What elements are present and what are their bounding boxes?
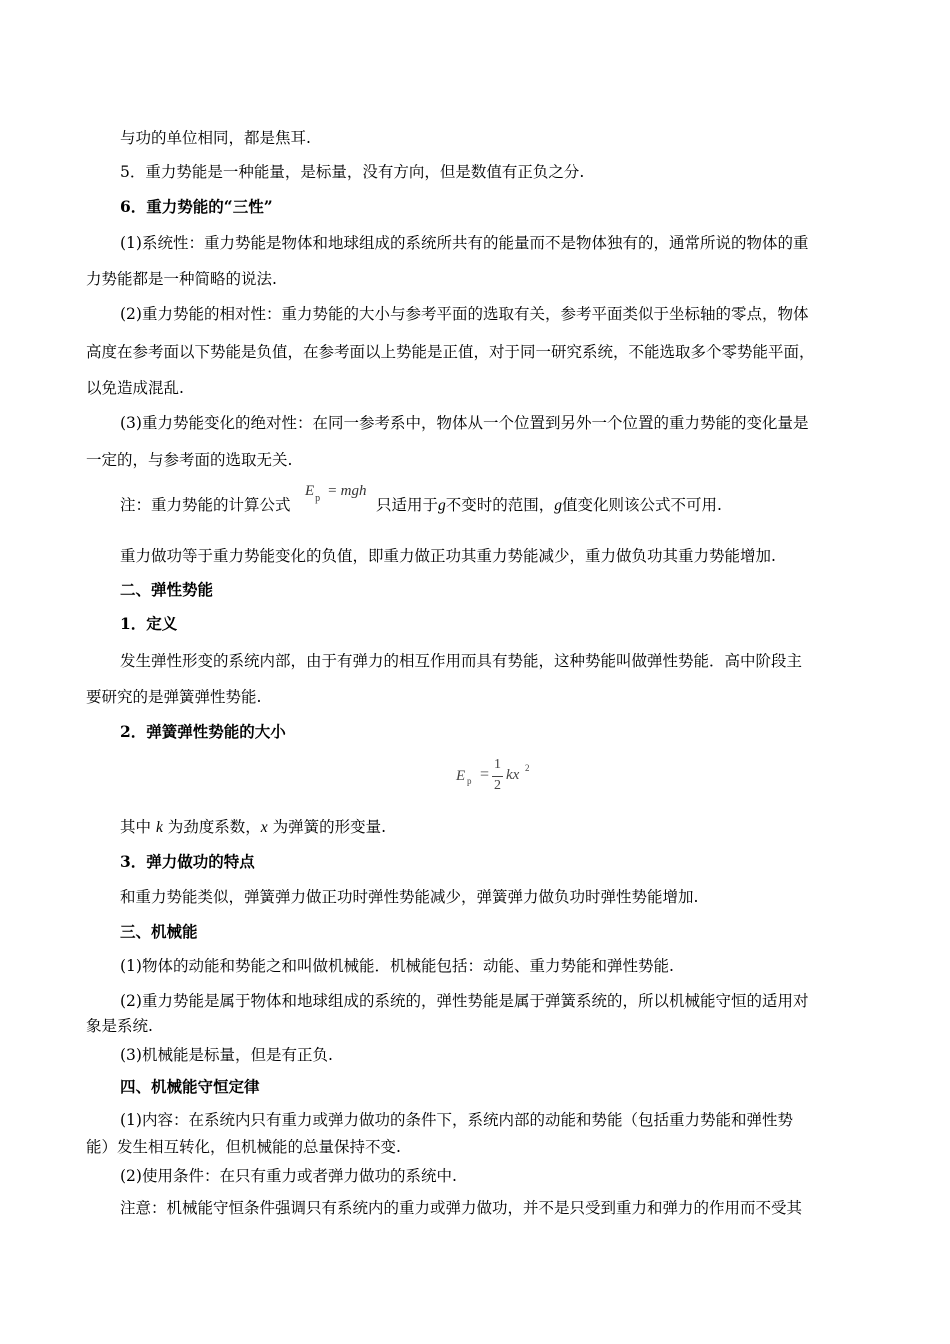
text-line: 重力做功等于重力势能变化的负值，即重力做正功其重力势能减少，重力做负功其重力势能增加. (120, 547, 776, 565)
text-line: 以免造成混乱. (86, 379, 184, 397)
text-span: 其中 (120, 818, 152, 836)
text-line: (1)物体的动能和势能之和叫做机械能．机械能包括：动能、重力势能和弹性势能. (120, 957, 674, 975)
symbol-g: g (554, 497, 563, 514)
section-heading: 二、弹性势能 (120, 580, 214, 599)
section-heading: 6．重力势能的“三性” (120, 197, 273, 216)
text-line: (1)内容：在系统内只有重力或弹力做功的条件下，系统内部的动能和势能（包括重力势能和弹性势 (120, 1111, 793, 1129)
text-line (120, 817, 386, 838)
text-line: 能）发生相互转化，但机械能的总量保持不变. (86, 1138, 401, 1156)
subsection-heading: 1．定义 (120, 614, 178, 633)
formula-equals: = (328, 483, 337, 499)
fraction-numerator: 1 (494, 757, 501, 772)
section-heading: 三、机械能 (120, 922, 198, 941)
note-line (120, 495, 291, 515)
formula-kx: kx (506, 767, 520, 783)
text-line: (2)重力势能是属于物体和地球组成的系统的，弹性势能是属于弹簧系统的，所以机械能守恒的适用对 (120, 992, 809, 1010)
text-line: (3)机械能是标量，但是有正负. (120, 1046, 333, 1064)
note-text: 值变化则该公式不可用. (562, 496, 722, 514)
text-line: 象是系统. (86, 1017, 153, 1035)
formula-mgh: mgh (340, 483, 367, 499)
formula-sub-p: p (467, 776, 472, 786)
subsection-heading: 2．弹簧弹性势能的大小 (120, 722, 286, 741)
text-line: (3)重力势能变化的绝对性：在同一参考系中，物体从一个位置到另外一个位置的重力势能的变化量是 (120, 414, 809, 432)
text-span: 为劲度系数， (167, 818, 261, 836)
text-line: 发生弹性形变的系统内部，由于有弹力的相互作用而具有势能，这种势能叫做弹性势能．高中阶段主 (120, 652, 803, 670)
fraction-denominator: 2 (494, 778, 501, 793)
formula-E: E (456, 768, 466, 784)
text-line: 高度在参考面以下势能是负值，在参考面以上势能是正值，对于同一研究系统，不能选取多个零势能平面， (86, 343, 815, 361)
symbol-g: g (438, 497, 446, 514)
text-line: 注意：机械能守恒条件强调只有系统内的重力或弹力做功，并不是只受到重力和弹力的作用而不受其 (120, 1199, 803, 1217)
inline-formula-gravity-pe (305, 483, 367, 504)
subsection-heading: 3．弹力做功的特点 (120, 852, 255, 871)
formula-sub-p: p (315, 493, 321, 504)
text-line: (1)系统性：重力势能是物体和地球组成的系统所共有的能量而不是物体独有的，通常所说的物体的重 (120, 234, 809, 252)
symbol-x: x (260, 819, 268, 836)
note-line-rest (376, 495, 722, 516)
text-line: 要研究的是弹簧弹性势能. (86, 688, 262, 706)
display-formula-elastic-pe (456, 756, 536, 800)
formula-exponent: 2 (525, 763, 530, 773)
text-line: 与功的单位相同，都是焦耳. (120, 129, 311, 147)
note-text: 只适用于 (376, 496, 439, 514)
text-line: 5．重力势能是一种能量，是标量，没有方向，但是数值有正负之分. (120, 163, 585, 181)
text-line: 和重力势能类似，弹簧弹力做正功时弹性势能减少，弹簧弹力做负功时弹性势能增加. (120, 888, 699, 906)
symbol-k: k (155, 819, 163, 836)
section-heading: 四、机械能守恒定律 (120, 1077, 260, 1096)
text-line: 力势能都是一种简略的说法. (86, 270, 277, 288)
text-span: 为弹簧的形变量. (272, 818, 387, 836)
text-line: (2)重力势能的相对性：重力势能的大小与参考平面的选取有关，参考平面类似于坐标轴的零点，物体 (120, 305, 809, 323)
text-line: (2)使用条件：在只有重力或者弹力做功的系统中. (120, 1167, 457, 1185)
text-line: 一定的，与参考面的选取无关. (86, 451, 293, 469)
note-text: 不变时的范围， (445, 496, 555, 514)
formula-equals: = (480, 766, 490, 783)
note-prefix: 注：重力势能的计算公式 (120, 496, 291, 514)
formula-E: E (305, 483, 315, 499)
fraction-bar (492, 776, 503, 777)
